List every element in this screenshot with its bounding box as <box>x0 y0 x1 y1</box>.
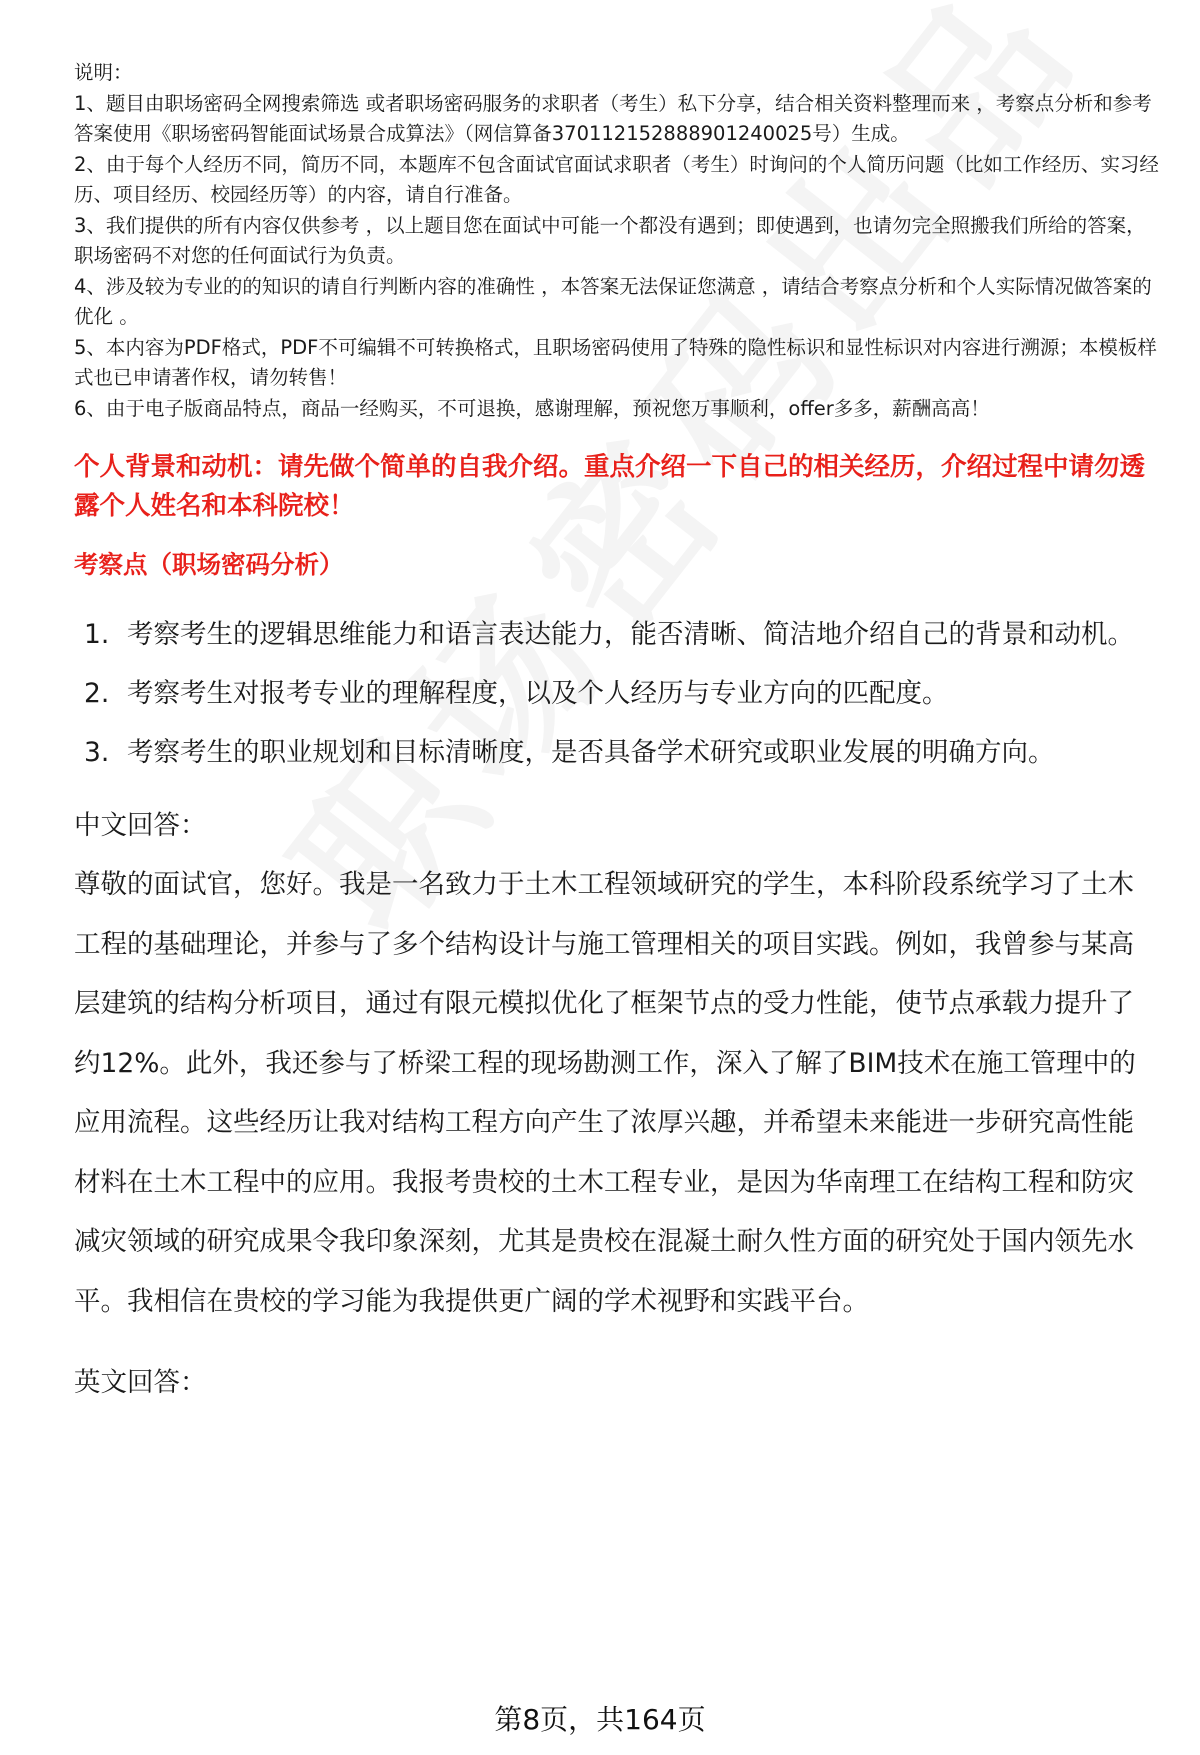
list-item <box>74 664 1159 723</box>
points-title: 考察点（职场密码分析） <box>74 550 344 579</box>
notice-item: 3、我们提供的所有内容仅供参考 ，以上题目您在面试中可能一个都没有遇到；即使遇到，也请勿完全照搬我们所给的答案，职场密码不对您的任何面试行为负责。 <box>74 213 1146 267</box>
english-answer-label: 英文回答： <box>74 1367 207 1398</box>
list-item <box>74 605 1159 664</box>
list-item-number: 1. <box>84 619 110 650</box>
question-heading: 个人背景和动机：请先做个简单的自我介绍。重点介绍一下自己的相关经历，介绍过程中请勿透露个人姓名和本科院校！ <box>74 452 1146 521</box>
notice-item: 5、本内容为PDF格式，PDF不可编辑不可转换格式，且职场密码使用了特殊的隐性标识和显性标识对内容进行溯源；本模板样式也已申请著作权，请勿转售！ <box>74 335 1157 389</box>
page-content <box>74 58 1159 1412</box>
page-number: 第8页，共164页 <box>494 1703 706 1736</box>
list-item-text: 考察考生对报考专业的理解程度，以及个人经历与专业方向的匹配度。 <box>127 678 949 709</box>
list-item-text: 考察考生的逻辑思维能力和语言表达能力，能否清晰、简洁地介绍自己的背景和动机。 <box>127 619 1134 650</box>
notice-title: 说明： <box>74 61 133 84</box>
notice-item: 2、由于每个人经历不同，简历不同，本题库不包含面试官面试求职者（考生）时询问的个人简历问题（比如工作经历、实习经历、项目经历、校园经历等）的内容，请自行准备。 <box>74 152 1159 206</box>
list-item-number: 2. <box>84 678 110 709</box>
list-item-text: 考察考生的职业规划和目标清晰度，是否具备学术研究或职业发展的明确方向。 <box>127 737 1055 768</box>
points-list <box>74 605 1159 782</box>
chinese-answer-text: 尊敬的面试官，您好。我是一名致力于土木工程领域研究的学生，本科阶段系统学习了土木工程的基础理论，并参与了多个结构设计与施工管理相关的项目实践。例如，我曾参与某高层建筑的结构分析项目，通过有限元模拟优化了框架节点的受力性能，使节点承载力提升了约12%。此外，我还参与了桥梁工程的现场勘测工作，深入了解了BIM技术在施工管理中的应用流程。这些经历让我对结构工程方向产生了浓厚兴趣，并希望未来能进一步研究高性能材料在土木工程中的应用。我报考贵校的土木工程专业，是因为华南理工在结构工程和防灾减灾领域的研究成果令我印象深刻，尤其是贵校在混凝土耐久性方面的研究处于国内领先水平。我相信在贵校的学习能为我提供更广阔的学术视野和实践平台。 <box>74 869 1136 1317</box>
notice-item: 6、由于电子版商品特点，商品一经购买，不可退换，感谢理解，预祝您万事顺利，offer多多，薪酬高高！ <box>74 396 990 420</box>
list-item <box>74 723 1159 782</box>
chinese-answer-label: 中文回答： <box>74 810 207 841</box>
notice-item: 4、涉及较为专业的的知识的请自行判断内容的准确性 ，本答案无法保证您满意 ，请结合考察点分析和个人实际情况做答案的优化 。 <box>74 274 1152 328</box>
list-item-number: 3. <box>84 737 110 768</box>
notice-item: 1、题目由职场密码全网搜索筛选 或者职场密码服务的求职者（考生）私下分享，结合相关资料整理而来 ，考察点分析和参考答案使用《职场密码智能面试场景合成算法》（网信算备370112152888901240025号）生成。 <box>74 91 1152 145</box>
notice-section <box>74 58 1159 424</box>
